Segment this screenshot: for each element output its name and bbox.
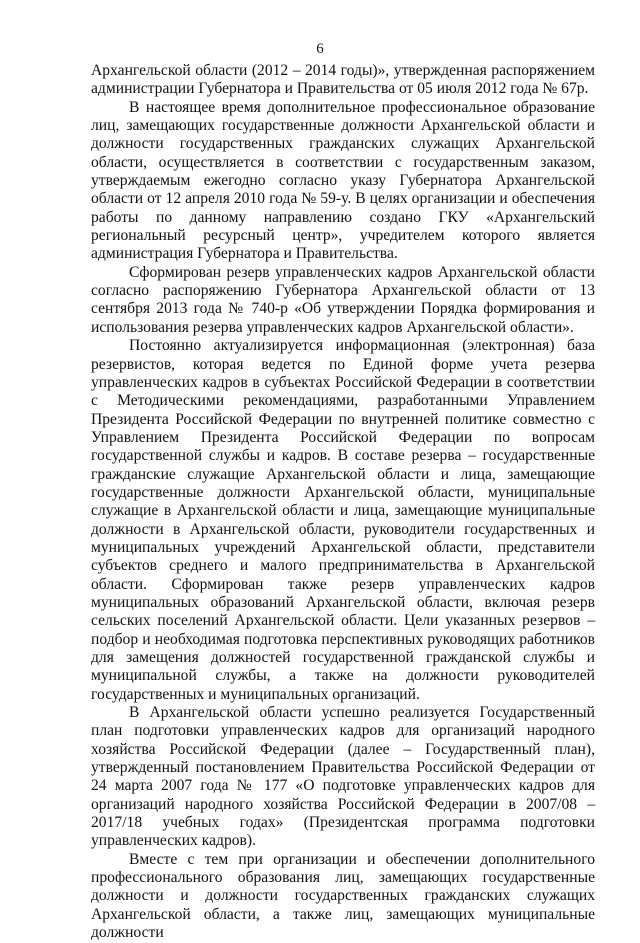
page-number: 6 — [316, 41, 324, 57]
paragraph-state-plan: В Архангельской области успешно реализуется Государственный план подготовки управленческих кадров для организаций народного хозяйства Российской Федерации (далее – Государственный план), утвержденный постановлением Правительства Российской Федерации от 24 марта 2007 года № 177 «О подготовке управленческих кадров для организаций народного хозяйства Российской Федерации в 2007/08 – 2017/18 учебных годах» (Президентская программа подготовки управленческих кадров). — [91, 704, 595, 850]
paragraph-however: Вместе с тем при организации и обеспечении дополнительного профессионального образования лиц, замещающих государственные должности и должности государственных гражданских служащих Архангельской области, а также лиц, замещающих муниципальные должности — [91, 850, 595, 942]
paragraph-reserve-formed: Сформирован резерв управленческих кадров Архангельской области согласно распоряжению Губернатора Архангельской области от 13 сентября 2013 года № 740-р «Об утверждении Порядка формирования и использования резерва управленческих кадров Архангельской области». — [91, 263, 595, 336]
document-body — [91, 62, 595, 943]
paragraph-professional-education: В настоящее время дополнительное профессиональное образование лиц, замещающих государственные должности Архангельской области и должности государственных гражданских служащих Архангельской области, осуществляется в соответствии с государственным заказом, утверждаемым ежегодно согласно указу Губернатора Архангельской области от 12 апреля 2010 года № 59-у. В целях организации и обеспечения работы по данному направлению создано ГКУ «Архангельский региональный ресурсный центр», учредителем которого является администрация Губернатора и Правительства. — [91, 98, 595, 263]
paragraph-continuation: Архангельской области (2012 – 2014 годы)», утвержденная распоряжением администрации Губернатора и Правительства от 05 июля 2012 года № 67р. — [91, 62, 595, 98]
paragraph-reserve-database: Постоянно актуализируется информационная (электронная) база резервистов, которая ведется по Единой форме учета резерва управленческих кадров в субъектах Российской Федерации в соответствии с Методическими рекомендациями, разработанными Управлением Президента Российской Федерации по внутренней политике совместно с Управлением Президента Российской Федерации по вопросам государственной службы и кадров. В составе резерва – государственные гражданские служащие Архангельской области и лица, замещающие государственные должности Архангельской области, муниципальные служащие в Архангельской области и лица, замещающие муниципальные должности в Архангельской области, руководители государственных и муниципальных учреждений Архангельской области, представители субъектов среднего и малого предпринимательства в Архангельской области. Сформирован также резерв управленческих кадров муниципальных образований Архангельской области, включая резерв сельских поселений Архангельской области. Цели указанных резервов – подбор и необходимая подготовка перспективных руководящих работников для замещения должностей государственной гражданской службы и муниципальной службы, а также на должности руководителей государственных и муниципальных организаций. — [91, 337, 595, 703]
